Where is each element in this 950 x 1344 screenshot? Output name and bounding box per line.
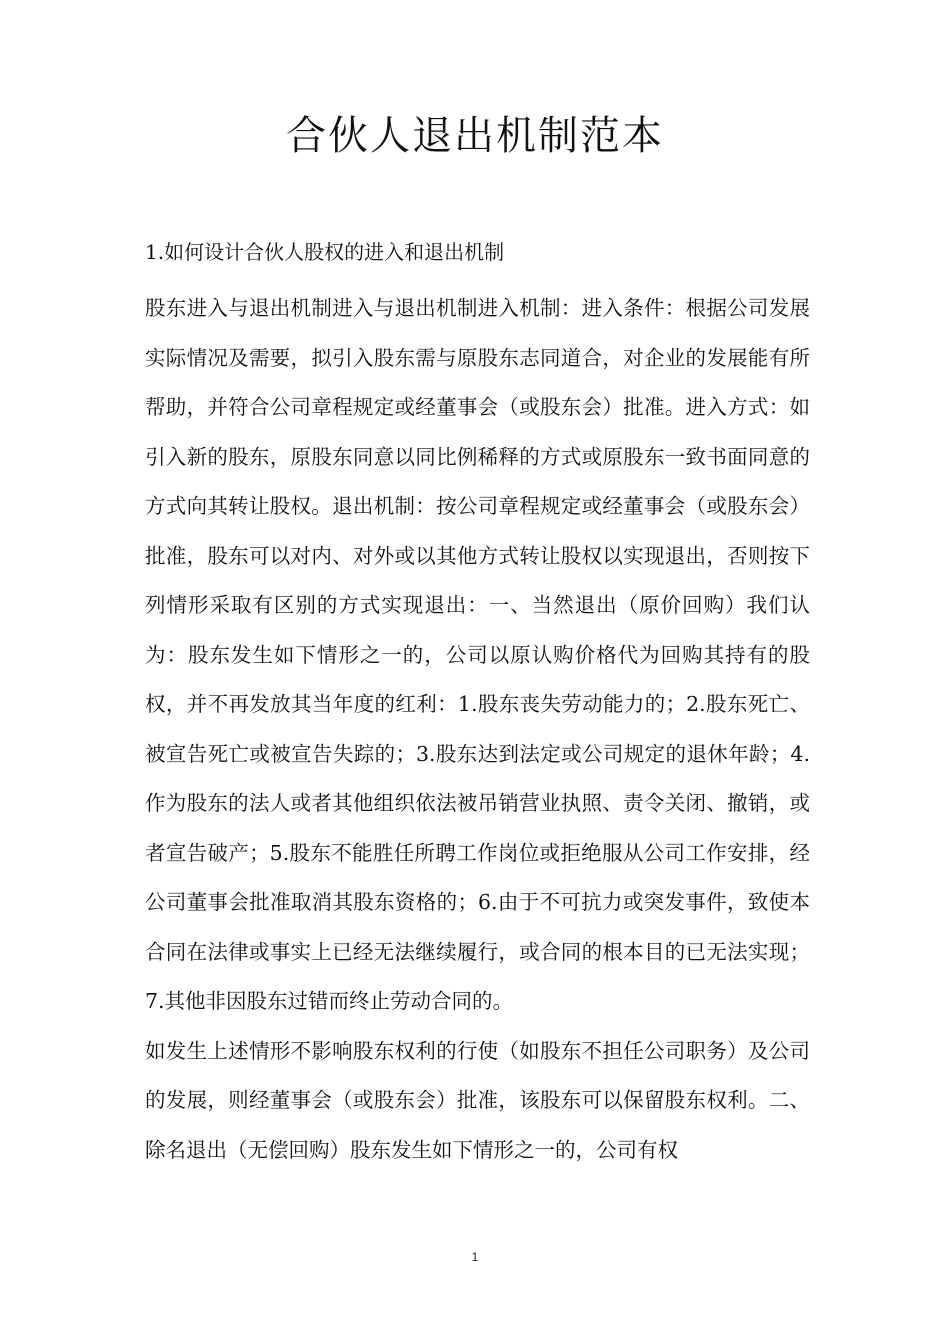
page-number: 1 <box>471 1250 479 1264</box>
document-title: 合伙人退出机制范本 <box>286 113 664 159</box>
paragraph-1: 股东进入与退出机制进入与退出机制进入机制：进入条件：根据公司发展实际情况及需要，拟引入股东需与原股东志同道合，对企业的发展能有所帮助，并符合公司章程规定或经董事会（或股东会）批准。进入方式：如引入新的股东，原股东同意以同比例稀释的方式或原股东一致书面同意的方式向其转让股权。退出机制：按公司章程规定或经董事会（或股东会）批准，股东可以对内、对外或以其他方式转让股权以实现退出，否则按下列情形采取有区别的方式实现退出：一、当然退出（原价回购）我们认为：股东发生如下情形之一的，公司以原认购价格代为回购其持有的股权，并不再发放其当年度的红利：1.股东丧失劳动能力的；2.股东死亡、被宣告死亡或被宣告失踪的；3.股东达到法定或公司规定的退休年龄；4.作为股东的法人或者其他组织依法被吊销营业执照、责令关闭、撤销，或者宣告破产；5.股东不能胜任所聘工作岗位或拒绝服从公司工作安排，经公司董事会批准取消其股东资格的；6.由于不可抗力或突发事件，致使本合同在法律或事实上已经无法继续履行，或合同的根本目的已无法实现；7.其他非因股东过错而终止劳动合同的。 <box>145 296 810 1013</box>
paragraph-2: 如发生上述情形不影响股东权利的行使（如股东不担任公司职务）及公司的发展，则经董事会（或股东会）批准，该股东可以保留股东权利。二、除名退出（无偿回购）股东发生如下情形之一的，公司有权 <box>145 1038 810 1162</box>
section-heading: 1.如何设计合伙人股权的进入和退出机制 <box>145 240 505 264</box>
body-text <box>145 284 810 1175</box>
